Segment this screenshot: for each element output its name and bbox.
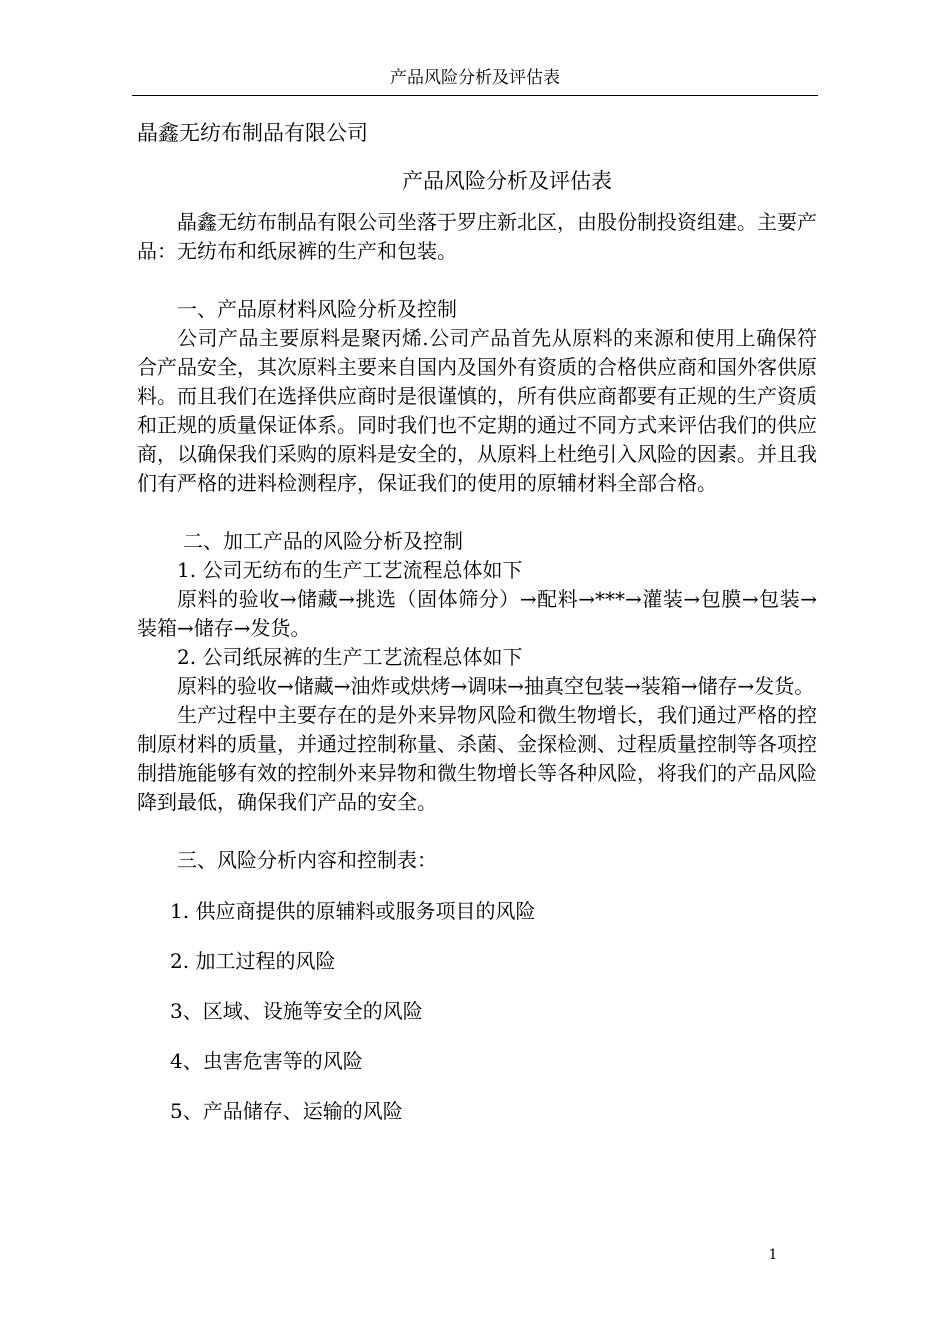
section2-heading: 二、加工产品的风险分析及控制 <box>183 529 463 553</box>
section1-heading: 一、产品原材料风险分析及控制 <box>177 297 457 321</box>
flow2-steps: 原料的验收→储藏→油炸或烘烤→调味→抽真空包装→装箱→储存→发货。 <box>177 674 815 698</box>
flow2-title: 2. 公司纸尿裤的生产工艺流程总体如下 <box>177 645 523 669</box>
header-rule <box>132 95 818 96</box>
spacer <box>137 266 817 295</box>
list-item: 5、产品储存、运输的风险 <box>170 1099 403 1123</box>
risk-list <box>137 897 817 1126</box>
section2-body: 生产过程中主要存在的是外来异物风险和微生物增长，我们通过严格的控制原材料的质量，并通过控制称量、杀菌、金探检测、过程质量控制等各项控制措施能够有效的控制外来异物和微生物增长等各种风险，将我们的产品风险降到最低，确保我们产品的安全。 <box>137 703 817 814</box>
list-item: 2. 加工过程的风险 <box>170 949 336 973</box>
document-title: 产品风险分析及评估表 <box>402 169 612 193</box>
spacer <box>137 817 817 846</box>
list-item: 3、区域、设施等安全的风险 <box>170 999 423 1023</box>
company-name: 晶鑫无纺布制品有限公司 <box>137 121 368 145</box>
flow1-title: 1. 公司无纺布的生产工艺流程总体如下 <box>177 558 523 582</box>
intro-paragraph: 晶鑫无纺布制品有限公司坐落于罗庄新北区，由股份制投资组建。主要产品：无纺布和纸尿裤的生产和包装。 <box>137 210 817 263</box>
spacer <box>137 498 817 527</box>
running-header: 产品风险分析及评估表 <box>390 68 560 88</box>
document-body <box>137 118 817 1147</box>
flow1-steps: 原料的验收→储藏→挑选（固体筛分）→配料→***→灌装→包膜→包装→装箱→储存→发货。 <box>137 587 817 640</box>
page-number: 1 <box>768 1247 778 1263</box>
section3-heading: 三、风险分析内容和控制表： <box>177 848 437 872</box>
list-item: 1. 供应商提供的原辅料或服务项目的风险 <box>170 899 536 923</box>
list-item: 4、虫害危害等的风险 <box>170 1049 363 1073</box>
section1-body: 公司产品主要原料是聚丙烯.公司产品首先从原料的来源和使用上确保符合产品安全，其次原料主要来自国内及国外有资质的合格供应商和国外客供原料。而且我们在选择供应商时是很谨慎的，所有供应商都要有正规的生产资质和正规的质量保证体系。同时我们也不定期的通过不同方式来评估我们的供应商，以确保我们采购的原料是安全的，从原料上杜绝引入风险的因素。并且我们有严格的进料检测程序，保证我们的使用的原辅材料全部合格。 <box>137 326 817 495</box>
